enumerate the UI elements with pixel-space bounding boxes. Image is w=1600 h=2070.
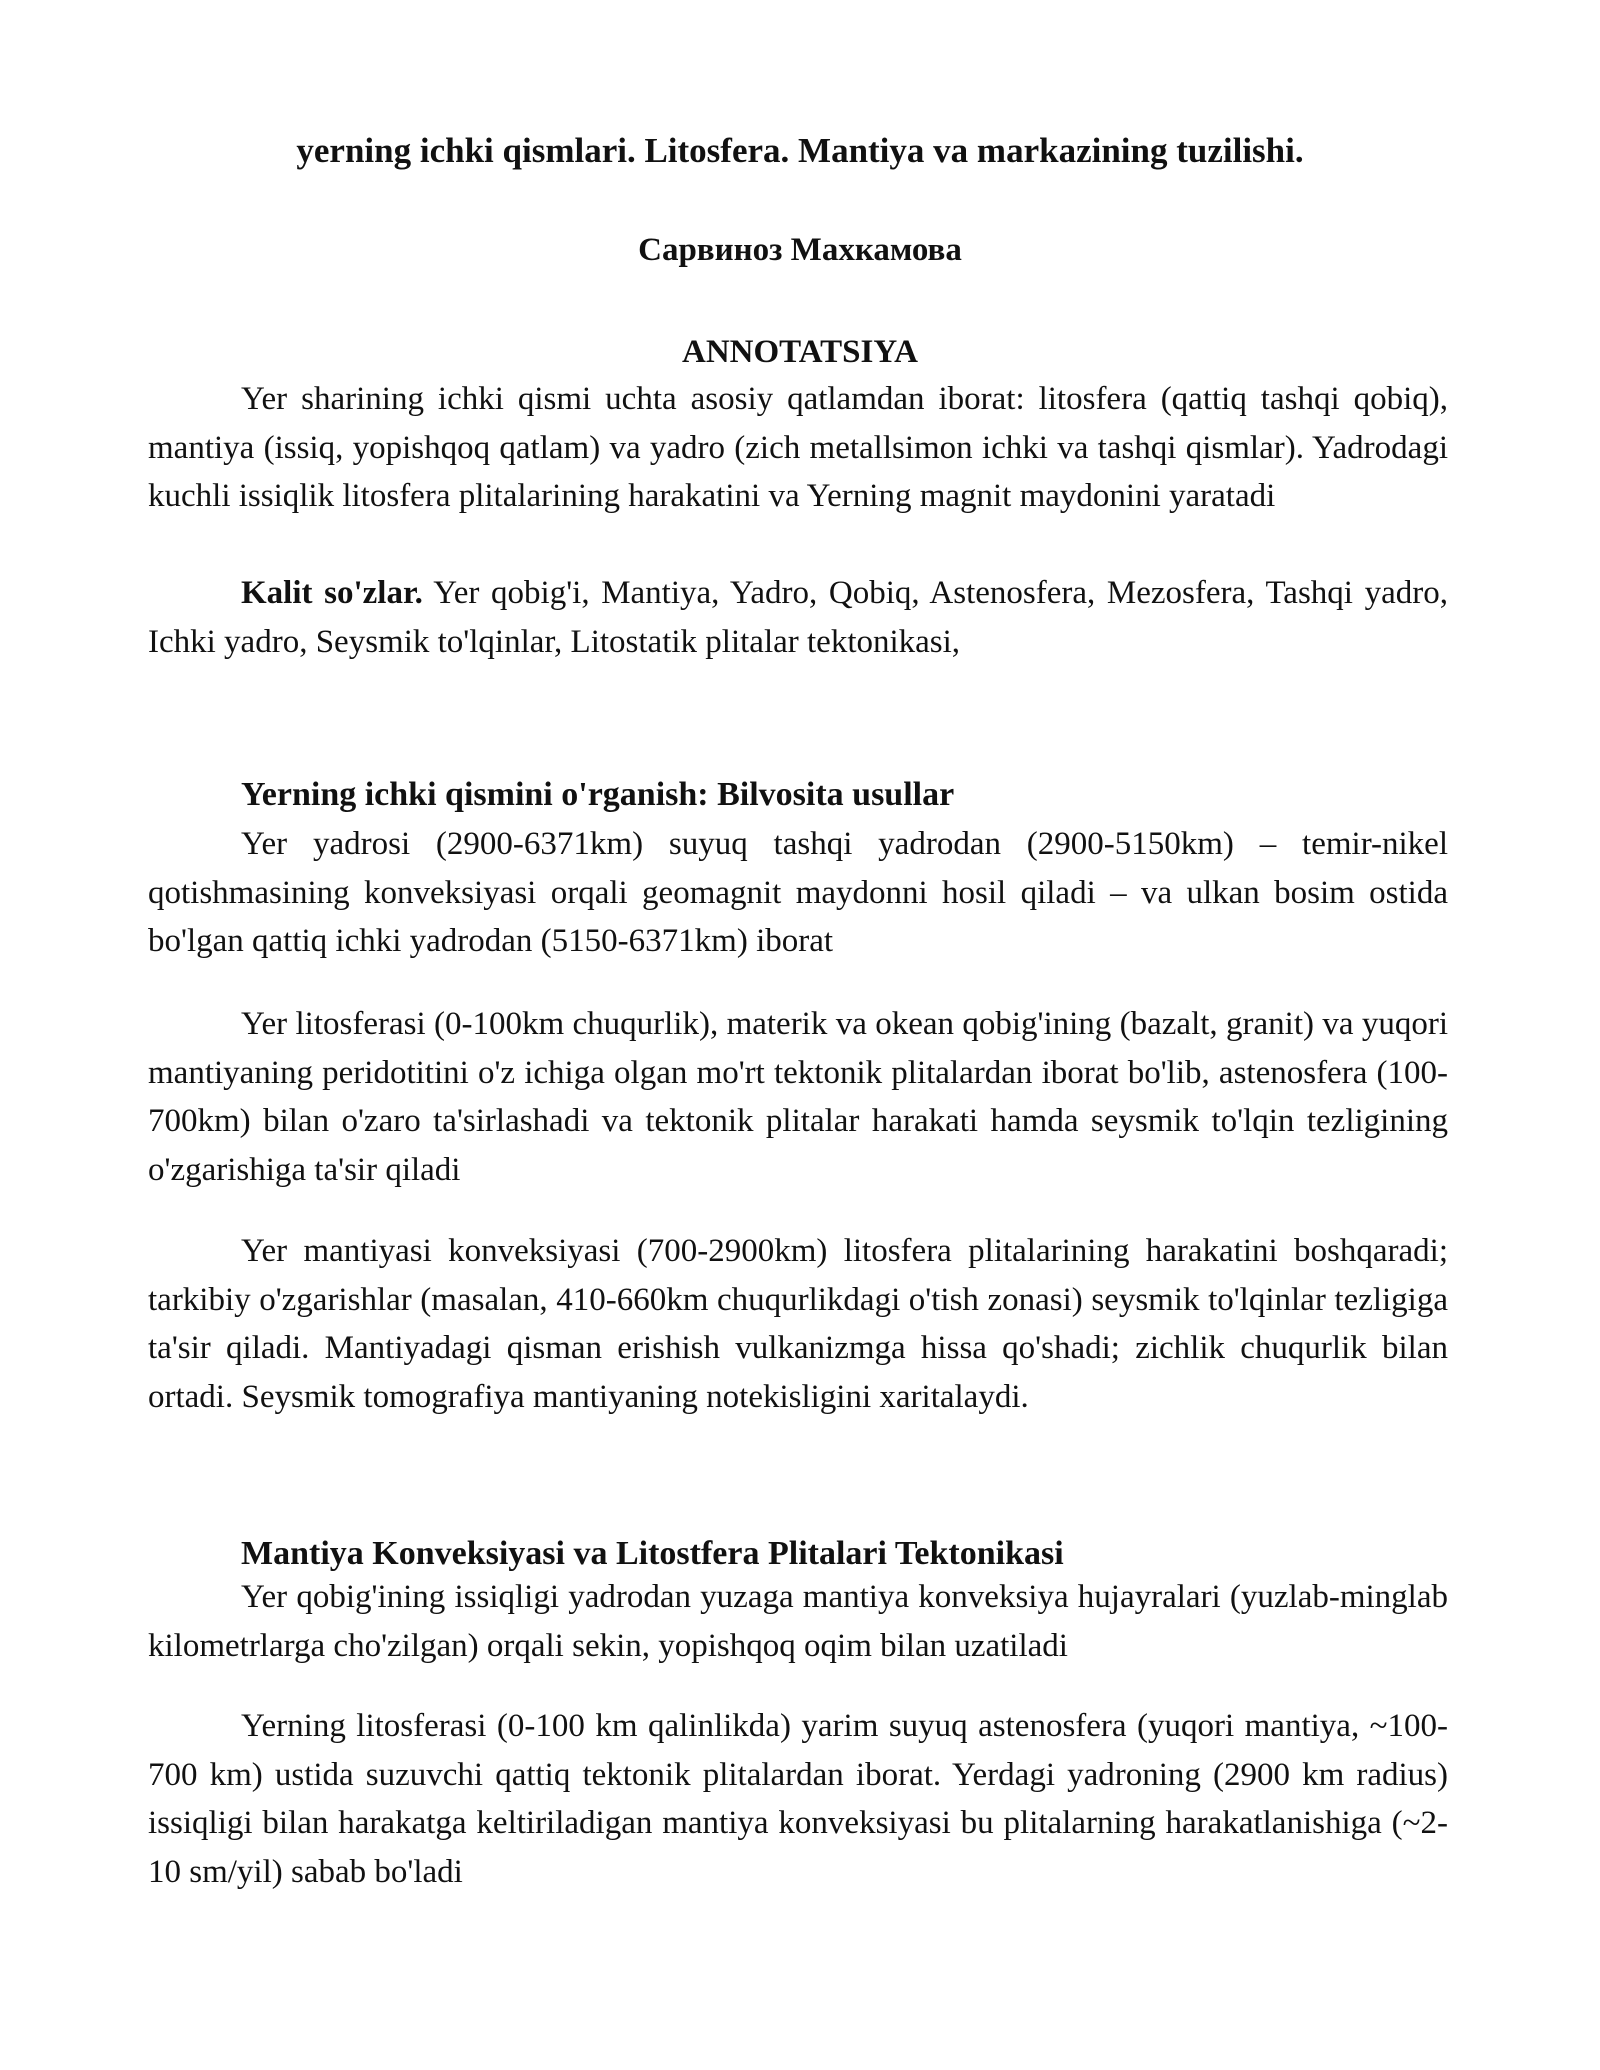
annotation-paragraph: Yer sharining ichki qismi uchta asosiy qatlamdan iborat: litosfera (qattiq tashqi qobiq), mantiya (issiq, yopishqoq qatlam) va yadro (zich metallsimon ichki va tashqi qismlar). Yadrodagi kuchli issiqlik litosfera plitalarining harakatini va Yerning magnit maydonini yaratadi xyxy=(148,381,1448,514)
body-paragraph: Yerning litosferasi (0-100 km qalinlikda) yarim suyuq astenosfera (yuqori mantiya, ~100-700 km) ustida suzuvchi qattiq tektonik plitalardan iborat. Yerdagi yadroning (2900 km radius) issiqligi bilan harakatga keltiriladigan mantiya konveksiyasi bu plitalarning harakatlanishiga (~2-10 sm/yil) sabab bo'ladi xyxy=(148,1708,1448,1890)
section-heading: Yerning ichki qismini o'rganish: Bilvosita usullar xyxy=(241,776,955,813)
keywords-label: Kalit so'zlar. xyxy=(241,575,423,611)
annotation-heading: ANNOTATSIYA xyxy=(682,334,918,370)
keywords-list: Yer qobig'i, Mantiya, Yadro, Qobiq, Astenosfera, Mezosfera, Tashqi yadro, Ichki yadro, Seysmik to'lqinlar, Litostatik plitalar tektonikasi, xyxy=(148,575,1448,660)
body-paragraph: Yer litosferasi (0-100km chuqurlik), materik va okean qobig'ining (bazalt, granit) va yuqori mantiyaning peridotitini o'z ichiga olgan mo'rt tektonik plitalardan iborat bo'lib, astenosfera (100-700km) bilan o'zaro ta'sirlashadi va tektonik plitalar harakati hamda seysmik to'lqin tezligining o'zgarishiga ta'sir qiladi xyxy=(148,1006,1448,1188)
body-paragraph: Yer mantiyasi konveksiyasi (700-2900km) litosfera plitalarining harakatini boshqaradi; tarkibiy o'zgarishlar (masalan, 410-660km chuqurlikdagi o'tish zonasi) seysmik to'lqinlar tezligiga ta'sir qiladi. Mantiyadagi qisman erishish vulkanizmga hissa qo'shadi; zichlik chuqurlik bilan ortadi. Seysmik tomografiya mantiyaning notekisligini xaritalaydi. xyxy=(148,1233,1448,1415)
author-name: Сарвиноз Махкамова xyxy=(638,232,962,268)
paper-title: yerning ichki qismlari. Litosfera. Mantiya va markazining tuzilishi. xyxy=(296,131,1304,170)
section-heading: Mantiya Konveksiyasi va Litostfera Plitalari Tektonikasi xyxy=(241,1535,1064,1572)
body-paragraph: Yer yadrosi (2900-6371km) suyuq tashqi yadrodan (2900-5150km) – temir-nikel qotishmasining konveksiyasi orqali geomagnit maydonni hosil qiladi – va ulkan bosim ostida bo'lgan qattiq ichki yadrodan (5150-6371km) iborat xyxy=(148,826,1448,959)
keywords-paragraph xyxy=(148,569,1448,666)
body-paragraph: Yer qobig'ining issiqligi yadrodan yuzaga mantiya konveksiya hujayralari (yuzlab-minglab kilometrlarga cho'zilgan) orqali sekin, yopishqoq oqim bilan uzatiladi xyxy=(148,1579,1448,1664)
